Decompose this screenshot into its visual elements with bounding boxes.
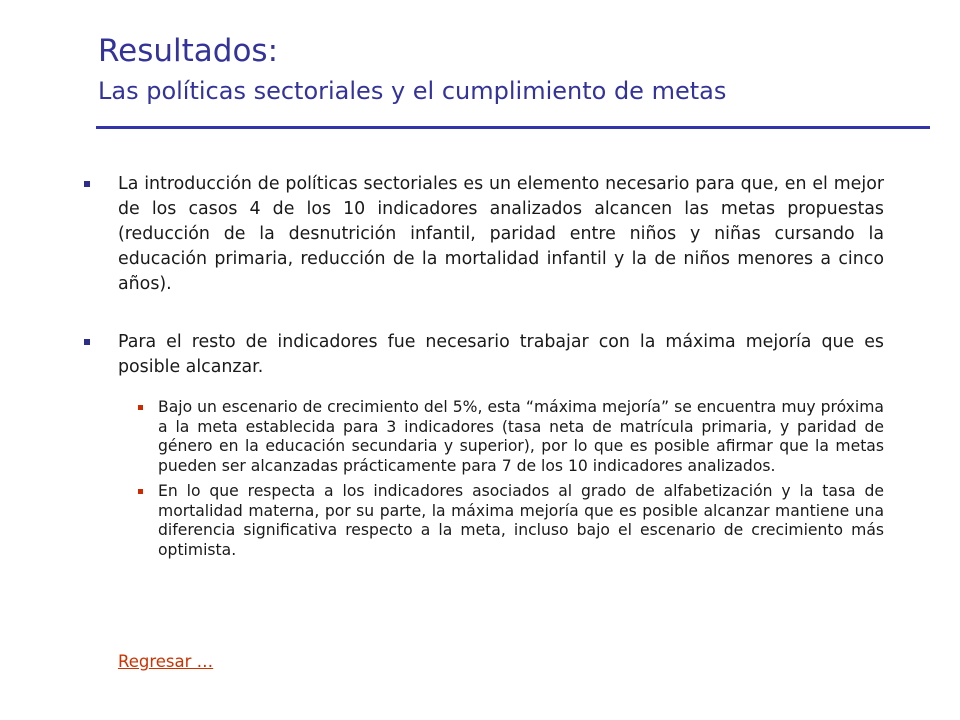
bullet-text: La introducción de políticas sectoriales es un elemento necesario para que, en el mejor de los casos 4 de los 10 indicadores analizados alcancen las metas propuestas (reducción de la desnutrición infantil, paridad entre niños y niñas cursando la educación primaria, reducción de la mortalidad infantil y la de niños menores a cinco años). <box>118 174 884 294</box>
slide-title: Resultados: <box>98 33 279 69</box>
title-divider <box>96 126 930 129</box>
sub-bullet-text: En lo que respecta a los indicadores asociados al grado de alfabetización y la tasa de mortalidad materna, por su parte, la máxima mejoría que es posible alcanzar mantiene una diferencia significativa respecto a la meta, incluso bajo el escenario de crecimiento más optimista. <box>158 482 884 559</box>
square-bullet-icon <box>84 181 90 187</box>
sub-bullet-text: Bajo un escenario de crecimiento del 5%, esta “máxima mejoría” se encuentra muy próxima a la meta establecida para 3 indicadores (tasa neta de matrícula primaria, y paridad de género en la educación secundaria y superior), por lo que es posible afirmar que la metas pueden ser alcanzadas prácticamente para 7 de los 10 indicadores analizados. <box>158 398 884 475</box>
bullet-item <box>84 330 884 380</box>
square-bullet-icon <box>138 405 143 410</box>
bullet-item <box>84 172 884 297</box>
bullet-text: Para el resto de indicadores fue necesario trabajar con la máxima mejoría que es posible alcanzar. <box>118 332 884 377</box>
square-bullet-icon <box>84 339 90 345</box>
slide-subtitle: Las políticas sectoriales y el cumplimiento de metas <box>98 77 727 105</box>
back-link[interactable]: Regresar … <box>118 652 214 671</box>
slide-body <box>84 172 884 566</box>
sub-bullet-item <box>138 398 884 476</box>
sub-bullet-item <box>138 482 884 560</box>
square-bullet-icon <box>138 489 143 494</box>
